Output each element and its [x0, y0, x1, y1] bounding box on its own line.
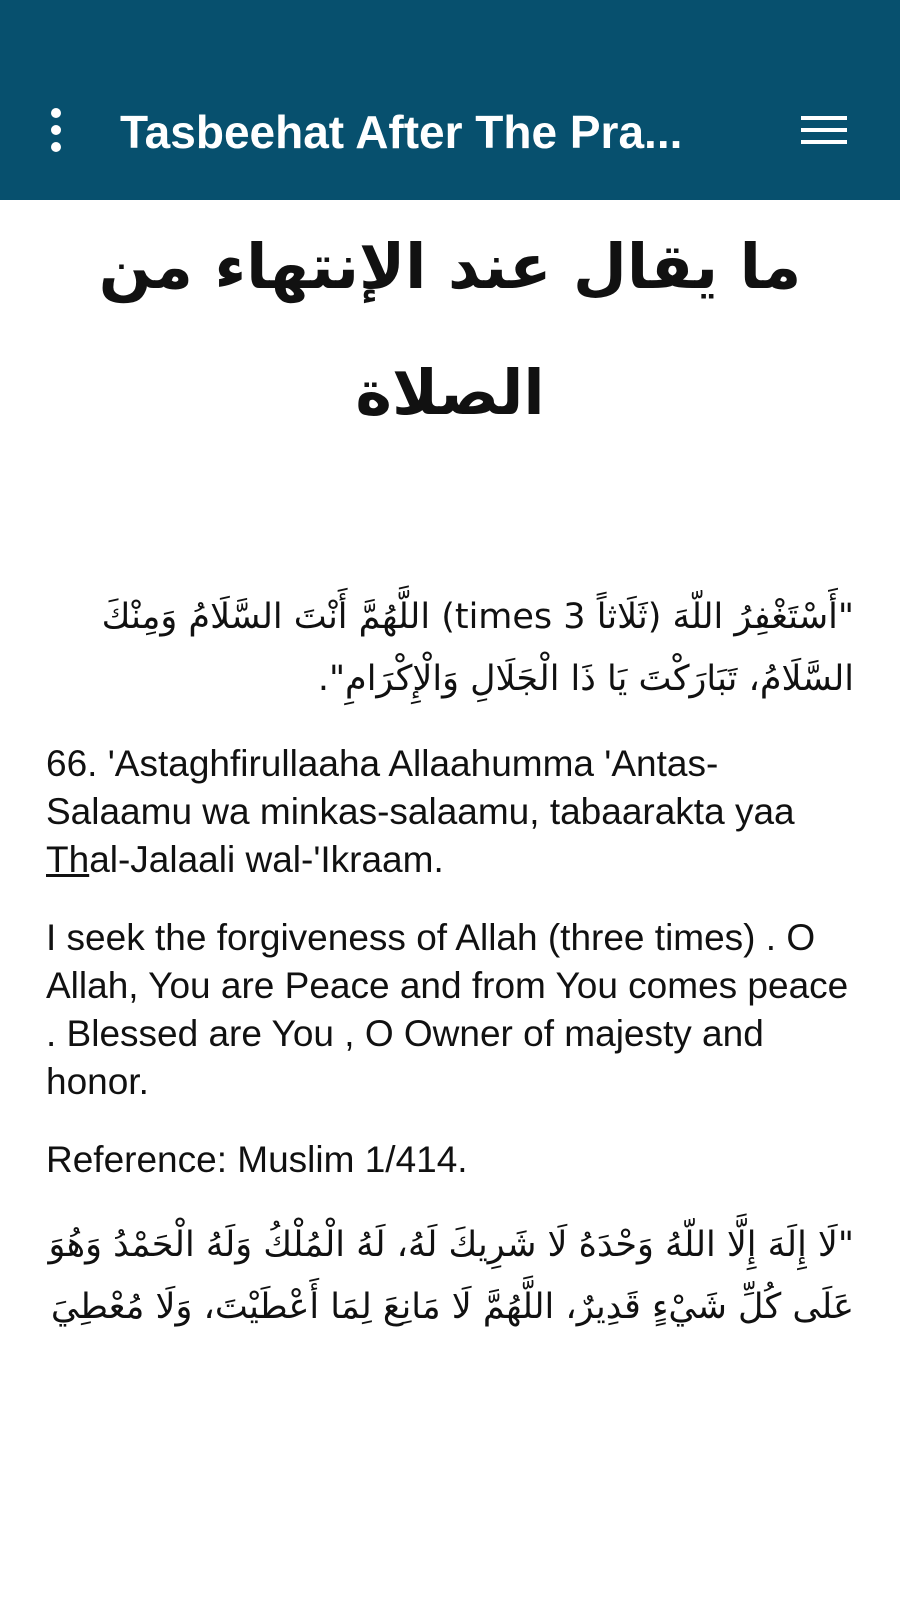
menu-bar [801, 116, 847, 120]
dua-body [46, 586, 854, 1338]
menu-bar [801, 128, 847, 132]
transliteration-part: al-Jalaali wal-'Ikraam. [89, 839, 444, 880]
app-bar [0, 0, 900, 200]
hamburger-menu-icon[interactable] [796, 106, 852, 154]
transliteration-underlined: Th [46, 839, 90, 880]
reference-text: Reference: Muslim 1/414. [46, 1139, 468, 1180]
transliteration-text [46, 740, 854, 884]
more-vert-dot [51, 108, 61, 118]
menu-bar [801, 140, 847, 144]
content-scroll-area[interactable] [0, 200, 900, 1460]
arabic-dua-text: "أَسْتَغْفِرُ اللّهَ (ثَلَاثاً 3 times) اللَّهُمَّ أَنْتَ السَّلَامُ وَمِنْكَ السَّلَامُ، تَبَارَكْتَ يَا ذَا الْجَلَالِ وَالْإِكْرَامِ". [101, 597, 854, 699]
more-vert-dot [51, 142, 61, 152]
page-title: Tasbeehat After The Pra... [120, 106, 683, 158]
more-vert-dot [51, 125, 61, 135]
section-heading: ما يقال عند الإنتهاء من الصلاة [98, 230, 802, 429]
more-vert-icon[interactable] [34, 98, 78, 162]
arabic-dua-text: "لَا إِلَهَ إِلَّا اللّهُ وَحْدَهُ لَا شَرِيكَ لَهُ، لَهُ الْمُلْكُ وَلَهُ الْحَمْدُ وَهُوَ عَلَى كُلِّ شَيْءٍ قَدِيرٌ، اللَّهُمَّ لَا مَانِعَ لِمَا أَعْطَيْتَ، وَلَا مُعْطِيَ [48, 1225, 854, 1327]
transliteration-part: 66. 'Astaghfirullaaha Allaahumma 'Antas-Salaamu wa minkas-salaamu, tabaarakta yaa [46, 743, 795, 832]
translation-text: I seek the forgiveness of Allah (three times) . O Allah, You are Peace and from You comes peace . Blessed are You , O Owner of majesty and honor. [46, 917, 849, 1102]
